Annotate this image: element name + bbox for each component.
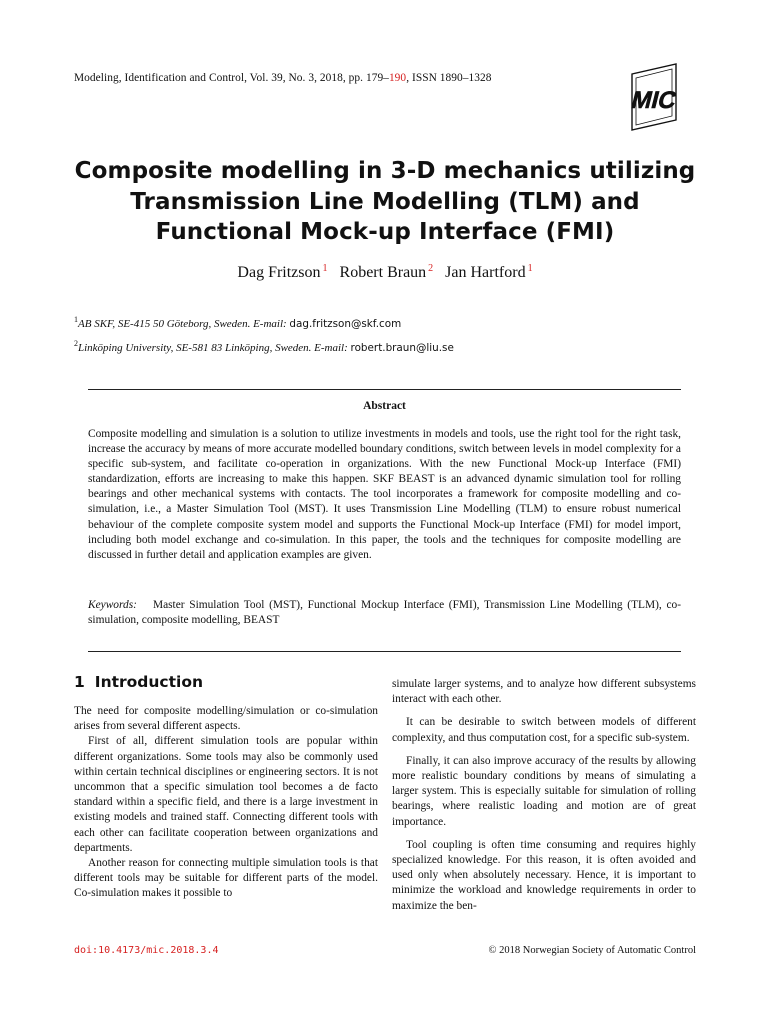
logo-text: MIC — [628, 87, 680, 114]
issn-text: , ISSN 1890–1328 — [406, 72, 492, 84]
paragraph: The need for composite modelling/simulation or co-simulation arises from several different aspects. — [74, 705, 378, 733]
keywords-text: Master Simulation Tool (MST), Functional Mockup Interface (FMI), Transmission Line Modelling (TLM), co-simulation, composite modelling, BEAST — [88, 599, 681, 627]
affiliation-2: $^2$Linköping University, SE-581 83 Linköping, Sweden. E-mail: robert.braun@liu.se — [74, 339, 454, 354]
section-number: 1 — [74, 673, 85, 691]
affiliation-1: $^1$AB SKF, SE-415 50 Göteborg, Sweden. E-mail: dag.fritzson@skf.com — [74, 315, 402, 330]
abstract-heading: Abstract — [363, 400, 406, 412]
copyright-notice: © 2018 Norwegian Society of Automatic Control — [488, 945, 696, 956]
paragraph: Finally, it can also improve accuracy of the results by allowing more realistic boundary conditions by means of simulating a larger system. This is especially suitable for simulation of rolling bearings, where realistic loading and motion are of great importance. — [392, 754, 696, 828]
abstract-top-rule — [88, 389, 681, 390]
section-heading — [74, 673, 203, 691]
author-list — [60, 263, 710, 282]
section-title: Introduction — [94, 673, 204, 691]
paragraph: First of all, different simulation tools are popular within different organizations. Some tools may also be commonly used within certain technical disciplines or engineering sectors. It is not uncommon that a specific simulation tool becomes a de facto standard within a specific field, and there is a large investment in existing models and trained staff. Connecting different tools with each other can facilitate cooperation between organizations and departments. — [74, 735, 378, 854]
abstract-body: Composite modelling and simulation is a solution to utilize investments in models and tools, use the right tool for the right task, increase the accuracy by means of more accurate modelled boundary conditions, switch between levels in model complexity for a specific sub-system, and facilitate co-operation in organizations. With the new Functional Mock-up Interface (FMI) standardization, efforts are increasing to make this happen. SKF BEAST is an advanced dynamic simulation tool for rolling bearings and other mechanical systems with contacts. The tool incorporates a framework for composite modelling and co-simulation, i.e., a Master Simulation Tool (MST). It uses Transmission Line Modelling (TLM) to ensure robust numerical behaviour of the complete composite system model and supports the Functional Mock-up Interface (FMI) for model import, including both model exchange and co-simulation. In this paper, the tools and the techniques for composite modelling are discussed in further detail and application examples are given. — [88, 428, 681, 561]
left-column — [74, 704, 378, 902]
end-page-link[interactable]: 190 — [388, 72, 407, 84]
journal-citation — [74, 72, 491, 84]
paragraph: Another reason for connecting multiple simulation tools is that different tools may be suitable for different parts of the model. Co-simulation makes it possible to — [74, 857, 378, 900]
keywords-label: Keywords: — [88, 599, 137, 611]
paragraph: It can be desirable to switch between models of different complexity, and thus computation cost, for a specific sub-system. — [392, 716, 696, 744]
mic-journal-logo — [614, 62, 688, 134]
paragraph: Tool coupling is often time consuming and requires highly specialized knowledge. For this reason, it is often avoided and used only when absolutely necessary. Hence, it is important to minimize the workload and knowledge requirements in order to maximize the ben- — [392, 838, 696, 912]
paragraph: simulate larger systems, and to analyze how different subsystems interact with each other. — [392, 678, 696, 706]
journal-citation-text: Modeling, Identification and Control, Vol. 39, No. 3, 2018, pp. 179– — [74, 72, 389, 84]
abstract-bottom-rule — [88, 651, 681, 652]
author-3: Jan Hartford $^1$ — [445, 263, 533, 281]
paper-title: Composite modelling in 3-D mechanics utilizing Transmission Line Modelling (TLM) and Functional Mock-up Interface (FMI) — [74, 158, 696, 245]
email-link-1[interactable]: dag.fritzson@skf.com — [289, 318, 402, 330]
right-column — [392, 677, 696, 914]
keywords — [88, 598, 681, 628]
author-2: Robert Braun $^2$ — [339, 263, 434, 281]
author-1: Dag Fritzson $^1$ — [237, 263, 328, 281]
email-link-2[interactable]: robert.braun@liu.se — [350, 342, 454, 354]
doi-link[interactable]: doi:10.4173/mic.2018.3.4 — [74, 945, 219, 956]
